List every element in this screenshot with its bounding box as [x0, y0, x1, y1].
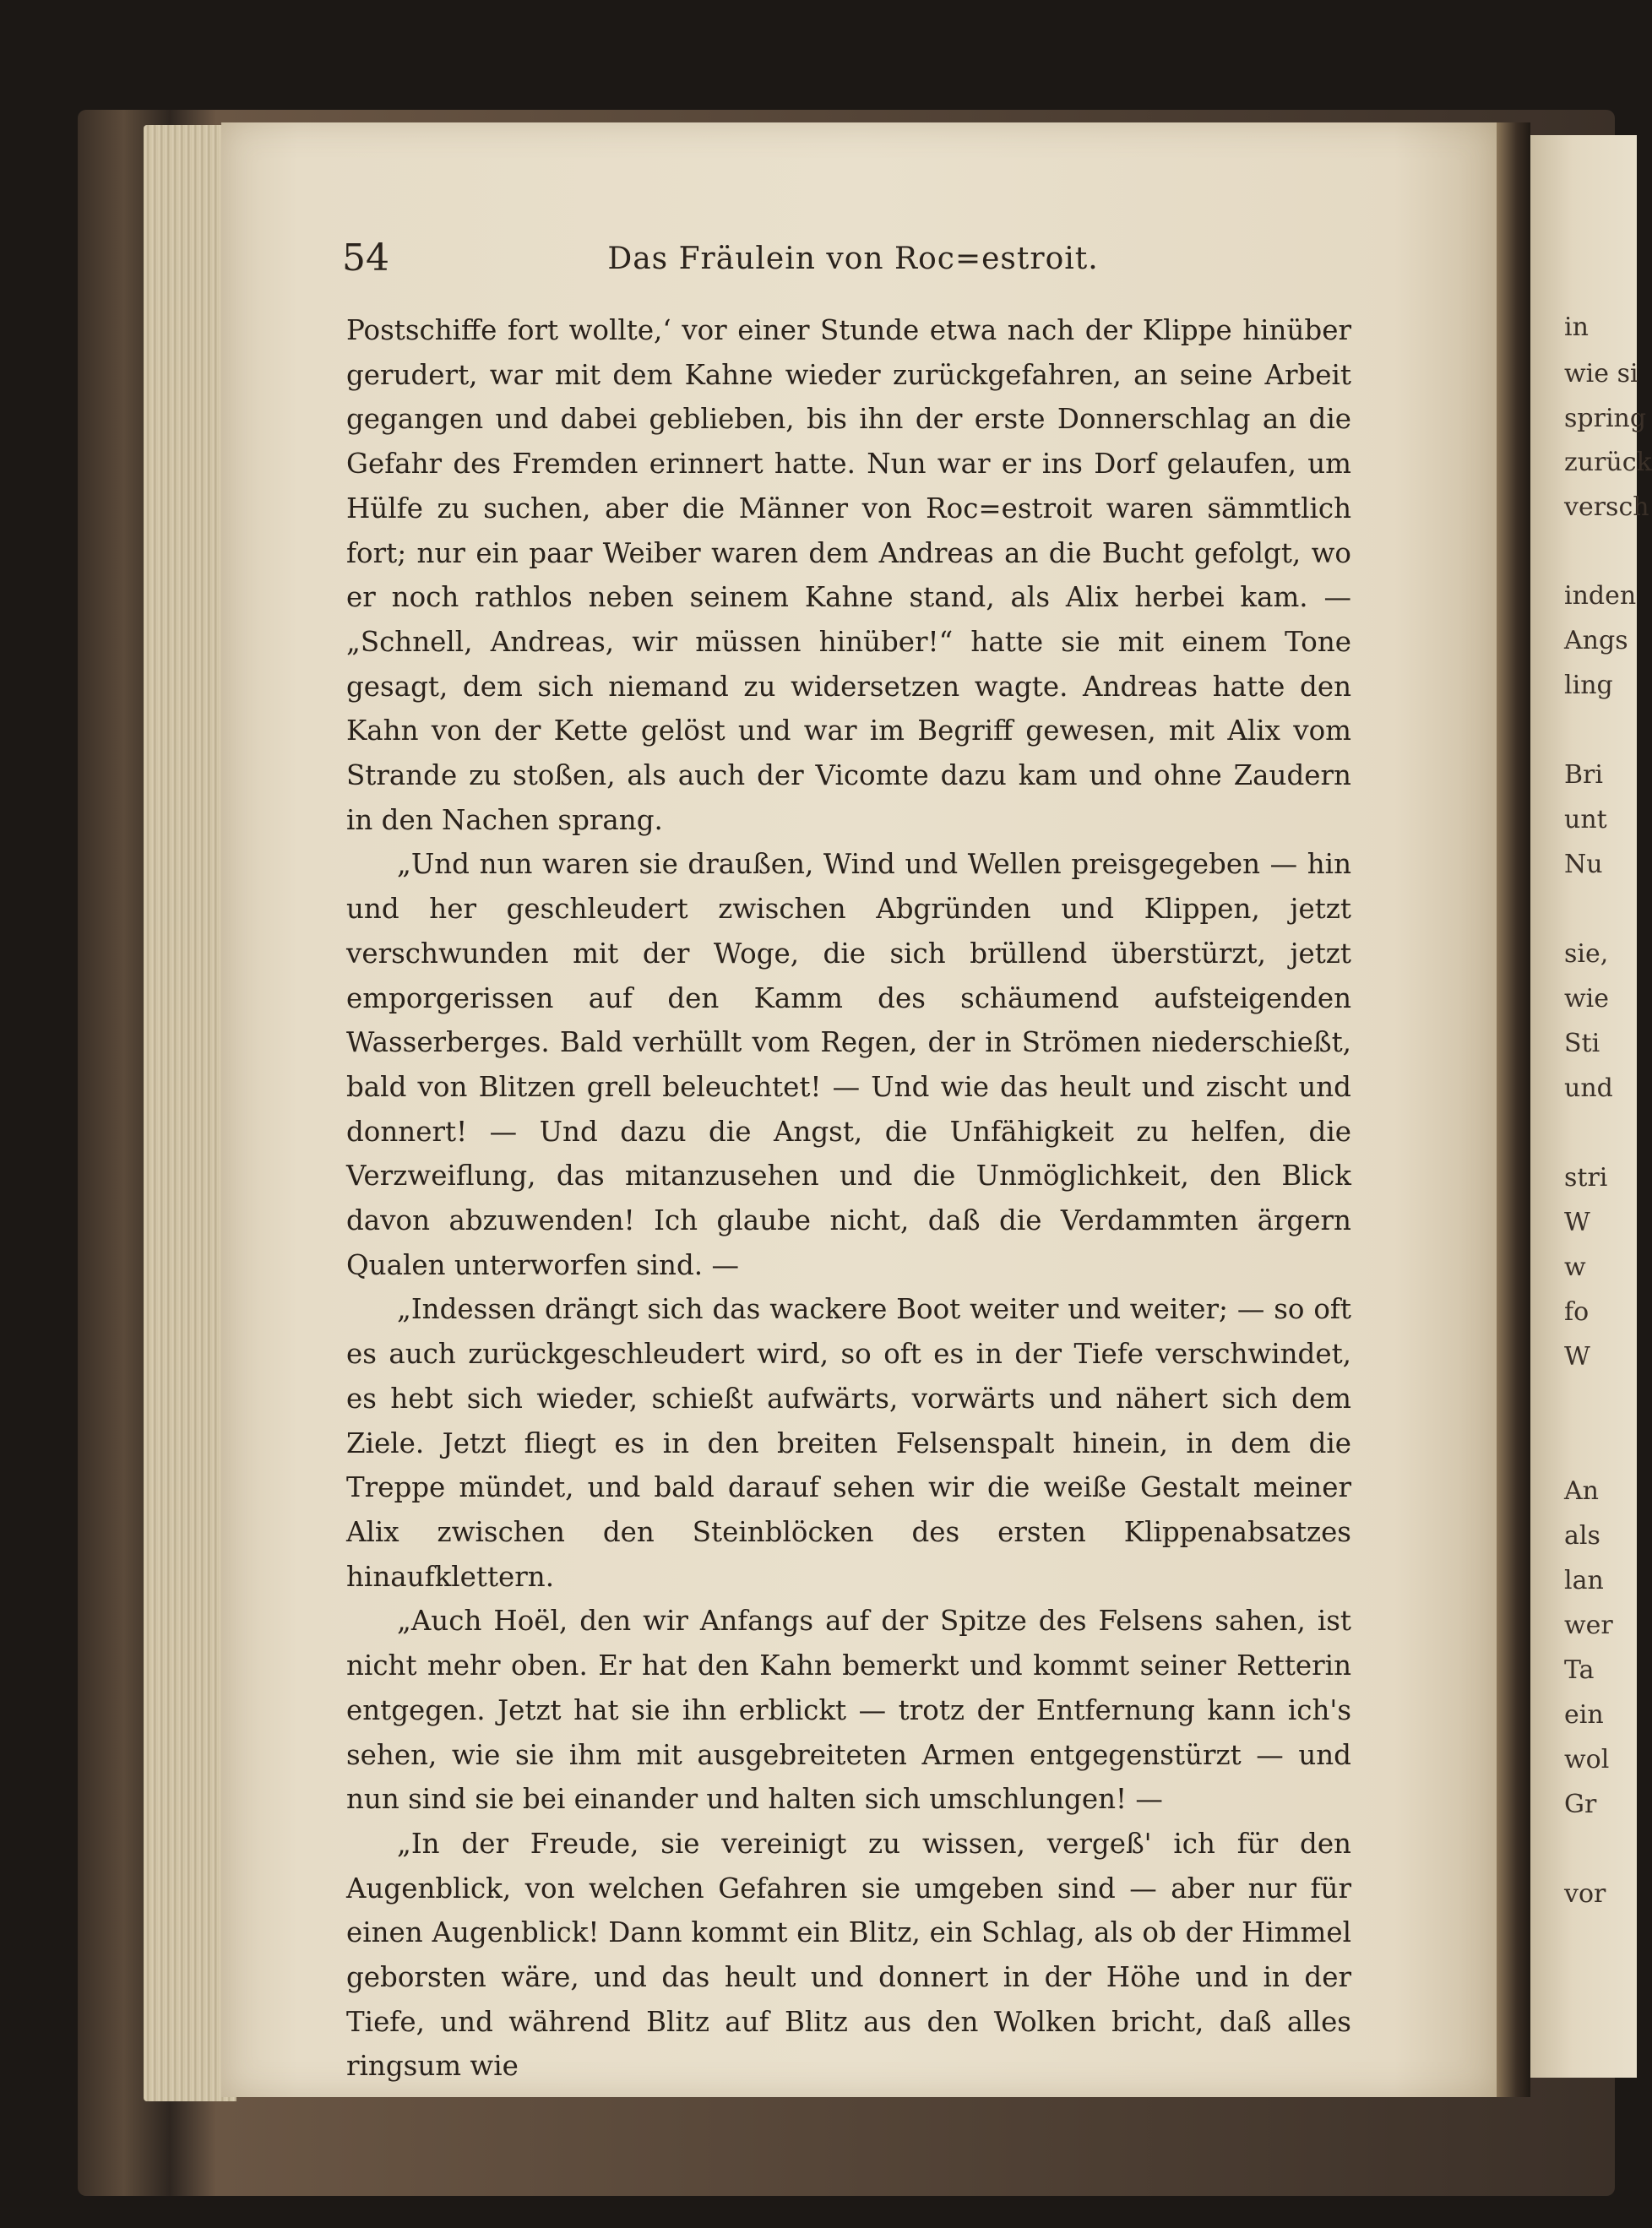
next-page-fragment: lan [1564, 1566, 1604, 1595]
next-page-fragment: unt [1564, 805, 1607, 834]
next-page-fragment: in [1564, 312, 1589, 342]
next-page-fragment: Bri [1564, 760, 1603, 790]
next-page-edge [1530, 135, 1652, 2078]
next-page-fragment: zurück [1564, 448, 1652, 477]
next-page-fragment: vor [1564, 1879, 1606, 1909]
running-title: Das Fräulein von Roc=estroit. [607, 242, 1099, 276]
next-page-fragment: wie [1564, 984, 1610, 1013]
page-header [342, 236, 1364, 287]
paragraph: „Auch Hoël, den wir Anfangs auf der Spitze des Felsens sahen, ist nicht mehr oben. Er hat den Kahn bemerkt und kommt seiner Retterin entgegen. Jetzt hat sie ihn erblickt — trotz der Entfernung kann ich's sehen, wie sie ihm mit ausgebreiteten Armen entgegenstürzt — und nun sind sie bei einander und halten sich umschlungen! — [346, 1605, 1351, 1816]
paragraph: „In der Freude, sie vereinigt zu wissen, vergeß' ich für den Augenblick, von welchen Gefahren sie umgeben sind — aber nur für einen Augenblick! Dann kommt ein Blitz, ein Schlag, als ob der Himmel geborsten wäre, und das heult und donnert in der Höhe und in der Tiefe, und während Blitz auf Blitz aus den Wolken bricht, daß alles ringsum wie [346, 1827, 1351, 2083]
next-page-fragment: Ta [1564, 1655, 1595, 1685]
next-page-fragment: An [1564, 1476, 1599, 1506]
next-page-fragment: wie si [1564, 359, 1638, 389]
next-page-fragment: stri [1564, 1163, 1608, 1193]
next-page-fragment: fo [1564, 1297, 1590, 1327]
next-page-fragment: Nu [1564, 850, 1603, 879]
next-page-fragment: ein [1564, 1700, 1604, 1730]
next-page-fragment: versch [1564, 492, 1649, 522]
page-number: 54 [342, 236, 389, 280]
paragraph: „Indessen drängt sich das wackere Boot weiter und weiter; — so oft es auch zurückgeschleudert wird, so oft es in der Tiefe verschwindet, es hebt sich wieder, schießt aufwärts, vorwärts und nähert sich dem Ziele. Jetzt fliegt es in den breiten Felsenspalt hinein, in dem die Treppe mündet, und bald darauf sehen wir die weiße Gestalt meiner Alix zwischen den Steinblöcken des ersten Klippenabsatzes hinaufklettern. [346, 1293, 1351, 1593]
book-gutter [1497, 122, 1530, 2097]
next-page-fragment: wol [1564, 1745, 1610, 1774]
next-page-fragment: W [1564, 1208, 1590, 1237]
next-page-fragment: inden [1564, 581, 1637, 611]
next-page-fragment: W [1564, 1342, 1590, 1372]
body-text [346, 308, 1351, 2089]
next-page-fragment: wer [1564, 1611, 1613, 1640]
next-page-fragment: Angs [1564, 626, 1628, 655]
next-page-fragment: Gr [1564, 1790, 1597, 1819]
paragraph: Postschiffe fort wollte,‘ vor einer Stunde etwa nach der Klippe hinüber gerudert, war mit dem Kahne wieder zurückgefahren, an seine Arbeit gegangen und dabei geblieben, bis ihn der erste Donnerschlag an die Gefahr des Fremden erinnert hatte. Nun war er ins Dorf gelaufen, um Hülfe zu suchen, aber die Männer von Roc=estroit waren sämmtlich fort; nur ein paar Weiber waren dem Andreas an die Bucht gefolgt, wo er noch rathlos neben seinem Kahne stand, als Alix herbei kam. — „Schnell, Andreas, wir müssen hinüber!“ hatte sie mit einem Tone gesagt, dem sich niemand zu widersetzen wagte. Andreas hatte den Kahn von der Kette gelöst und war im Begriff gewesen, mit Alix vom Strande zu stoßen, als auch der Vicomte dazu kam und ohne Zaudern in den Nachen sprang. [346, 314, 1351, 836]
next-page-fragment: spring [1564, 404, 1647, 433]
next-page-fragment: Sti [1564, 1029, 1600, 1058]
next-page-fragment: und [1564, 1073, 1613, 1103]
next-page-fragment: sie, [1564, 939, 1609, 969]
next-page-fragment: ling [1564, 671, 1613, 700]
paragraph: „Und nun waren sie draußen, Wind und Wellen preisgegeben — hin und her geschleudert zwischen Abgründen und Klippen, jetzt verschwunden mit der Woge, die sich brüllend überstürzt, jetzt emporgerissen auf den Kamm des schäumend aufsteigenden Wasserberges. Bald verhüllt vom Regen, der in Strömen niederschießt, bald von Blitzen grell beleuchtet! — Und wie das heult und zischt und donnert! — Und dazu die Angst, die Unfähigkeit zu helfen, die Verzweiflung, das mitanzusehen und die Unmöglichkeit, den Blick davon abzuwenden! Ich glaube nicht, daß die Verdammten ärgern Qualen unterworfen sind. — [346, 848, 1351, 1281]
next-page-fragment: w [1564, 1253, 1586, 1282]
next-page-fragment: als [1564, 1521, 1600, 1551]
